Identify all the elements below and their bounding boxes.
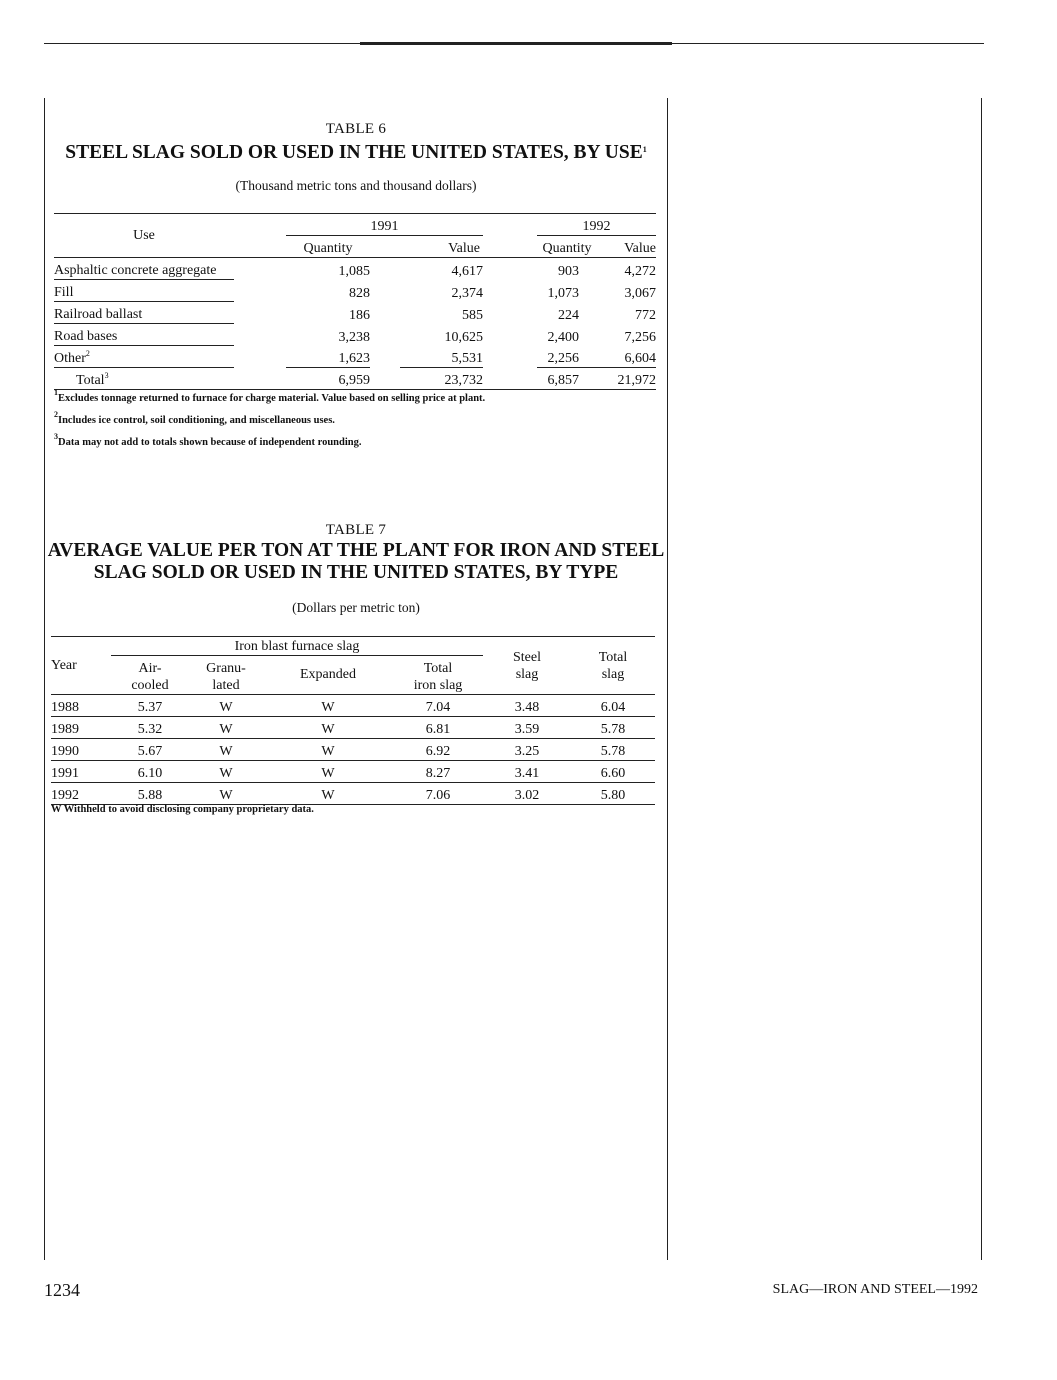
header-line: slag xyxy=(515,666,539,682)
table-row xyxy=(54,258,656,280)
table7-cell: 6.60 xyxy=(600,766,626,781)
table6-header-years xyxy=(54,214,656,236)
page-number: 1234 xyxy=(44,1280,80,1300)
table7-label: TABLE 7 xyxy=(325,522,387,538)
table7-header-granulated xyxy=(189,656,263,695)
footnote-mark: 1 xyxy=(54,388,58,397)
table7-year: 1988 xyxy=(51,700,79,715)
table6-cell: 1,623 xyxy=(286,346,370,368)
table7-year: 1991 xyxy=(51,766,79,781)
table7-cell: 7.06 xyxy=(425,788,451,803)
table7-cell: 5.67 xyxy=(137,744,163,759)
header-line: Total xyxy=(423,661,453,676)
table7-cell: 5.88 xyxy=(137,788,163,803)
table7-cell: W xyxy=(321,766,335,781)
header-line: slag xyxy=(601,666,625,682)
table7-title xyxy=(44,540,668,584)
table6-footnote-mark: 3 xyxy=(104,371,109,380)
table6-cell: 3,067 xyxy=(624,285,656,301)
table-row xyxy=(54,324,656,346)
table6-cell: 2,256 xyxy=(537,346,597,368)
table7-cell: 5.37 xyxy=(137,700,163,715)
table6-title xyxy=(54,139,658,164)
table6-cell: 828 xyxy=(349,285,370,301)
table7-year: 1989 xyxy=(51,722,79,737)
table7-cell: 6.10 xyxy=(137,766,163,781)
table7-header-total xyxy=(571,637,655,695)
table6-use xyxy=(54,346,234,368)
table6-header-year-1991: 1991 xyxy=(286,214,483,236)
table6-use: Railroad ballast xyxy=(54,302,234,324)
table7-header-total-iron xyxy=(393,656,483,695)
footnote-mark: 3 xyxy=(54,432,58,441)
table6-cell: 1,085 xyxy=(338,263,370,279)
table7-cell: 7.04 xyxy=(425,700,451,715)
table7-year: 1992 xyxy=(51,788,79,803)
table6-cell: 903 xyxy=(558,263,579,279)
table7-cell: W xyxy=(219,722,233,737)
table7-header-group xyxy=(51,637,655,656)
table6-total-text: Total xyxy=(76,373,105,388)
table7-year: 1990 xyxy=(51,744,79,759)
table7-cell: 6.81 xyxy=(425,722,451,737)
header-line: lated xyxy=(212,678,240,693)
table7-cell: 5.80 xyxy=(600,788,626,803)
table7-cell: W xyxy=(321,722,335,737)
column-rule-right xyxy=(981,98,982,1260)
table7-cell: W xyxy=(219,700,233,715)
table7-header-iron-group: Iron blast furnace slag xyxy=(111,637,483,656)
table7-cell: W xyxy=(321,788,335,803)
table7-unit: (Dollars per metric ton) xyxy=(292,600,420,615)
table7-cell: W xyxy=(219,744,233,759)
table-row xyxy=(51,739,655,761)
column-rule-left xyxy=(44,98,45,1260)
table6-unit: (Thousand metric tons and thousand dollars) xyxy=(235,178,477,193)
header-line: Granu- xyxy=(206,661,246,676)
table7-cell: 3.48 xyxy=(514,700,540,715)
table6-cell: 585 xyxy=(462,307,483,323)
table7-cell: 3.02 xyxy=(514,788,540,803)
footnote-text: Data may not add to totals shown because of independent rounding. xyxy=(58,437,362,448)
table7-header-air-cooled xyxy=(111,656,189,695)
table6-total-cell: 21,972 xyxy=(617,373,656,388)
table6-header-value-1991: Value xyxy=(400,236,483,258)
table-row xyxy=(51,695,655,717)
table-row xyxy=(51,761,655,783)
footnote-text: Includes ice control, soil conditioning, and miscellaneous uses. xyxy=(58,415,335,426)
header-line: iron slag xyxy=(413,678,463,693)
table-row xyxy=(51,717,655,739)
header-line: cooled xyxy=(131,678,169,693)
table7-cell: 5.78 xyxy=(600,722,626,737)
table7-cell: 6.92 xyxy=(425,744,451,759)
table6-title-text: STEEL SLAG SOLD OR USED IN THE UNITED STATES, BY USE xyxy=(65,142,643,163)
table6-cell: 2,400 xyxy=(547,329,579,345)
table6-footnote xyxy=(54,429,658,451)
table-row xyxy=(54,280,656,302)
table6-total-cell: 6,857 xyxy=(547,373,579,388)
table6-cell: 224 xyxy=(558,307,579,323)
table6-use: Asphaltic concrete aggregate xyxy=(54,258,234,280)
table6-use: Road bases xyxy=(54,324,234,346)
table6-cell: 3,238 xyxy=(338,329,370,345)
table7-cell: 5.78 xyxy=(600,744,626,759)
table6-cell: 7,256 xyxy=(624,329,656,345)
table7-cell: 6.04 xyxy=(600,700,626,715)
table6-label: TABLE 6 xyxy=(325,121,387,137)
table-row xyxy=(54,302,656,324)
table6-header-quantity-1992: Quantity xyxy=(537,236,597,258)
table6-cell: 6,604 xyxy=(597,346,656,368)
table6-use-text: Other xyxy=(54,351,86,366)
table6-use: Fill xyxy=(54,280,234,302)
table7-cell: W xyxy=(321,744,335,759)
table7-cell: W xyxy=(219,788,233,803)
table7-cell: W xyxy=(321,700,335,715)
header-line: Air- xyxy=(138,661,162,676)
running-title: SLAG—IRON AND STEEL—1992 xyxy=(772,1282,978,1297)
table7-cell: 3.59 xyxy=(514,722,540,737)
table7-footnote: W Withheld to avoid disclosing company proprietary data. xyxy=(51,804,314,815)
table7-header-year: Year xyxy=(51,637,111,695)
table6-footnote xyxy=(54,407,658,429)
header-line: Steel xyxy=(513,649,541,665)
table6-cell: 772 xyxy=(635,307,656,323)
table7-cell: 3.25 xyxy=(514,744,540,759)
table6-header-quantity-1991: Quantity xyxy=(286,236,370,258)
table6-cell: 5,531 xyxy=(400,346,483,368)
table6-cell: 1,073 xyxy=(547,285,579,301)
table6-header-value-1992: Value xyxy=(597,236,656,258)
table7-cell: 3.41 xyxy=(514,766,540,781)
table6-cell: 10,625 xyxy=(444,329,483,345)
footnote-mark: 2 xyxy=(54,410,58,419)
table7-title-line1: AVERAGE VALUE PER TON AT THE PLANT FOR IRON AND STEEL xyxy=(47,540,665,561)
table7-cell: 5.32 xyxy=(137,722,163,737)
table6-cell: 4,617 xyxy=(451,263,483,279)
footnote-text: Excludes tonnage returned to furnace for charge material. Value based on selling price at plant. xyxy=(58,393,486,404)
table6-footnote-mark: 2 xyxy=(85,349,90,358)
table6-header-use: Use xyxy=(54,214,234,258)
table7-title-line2: SLAG SOLD OR USED IN THE UNITED STATES, BY TYPE xyxy=(93,562,619,583)
column-rule-middle xyxy=(667,98,668,1260)
table6-header-year-1992: 1992 xyxy=(537,214,656,236)
header-line: Total xyxy=(598,649,628,665)
table-row xyxy=(54,346,656,368)
table6-title-footnote-mark: 1 xyxy=(642,145,647,154)
table6-footnote xyxy=(54,385,658,407)
table6-total-cell: 23,732 xyxy=(444,373,483,388)
table6-total-cell: 6,959 xyxy=(338,373,370,388)
table6-cell: 186 xyxy=(349,307,370,323)
table6-cell: 4,272 xyxy=(624,263,656,279)
table7 xyxy=(51,636,655,805)
table6-cell: 2,374 xyxy=(451,285,483,301)
table6 xyxy=(54,213,656,390)
table7-cell: 8.27 xyxy=(425,766,451,781)
table7-cell: W xyxy=(219,766,233,781)
table7-header-expanded: Expanded xyxy=(263,656,393,695)
top-rule-accent xyxy=(360,42,672,45)
table7-header-steel xyxy=(483,637,571,695)
table6-footnotes xyxy=(54,385,658,451)
